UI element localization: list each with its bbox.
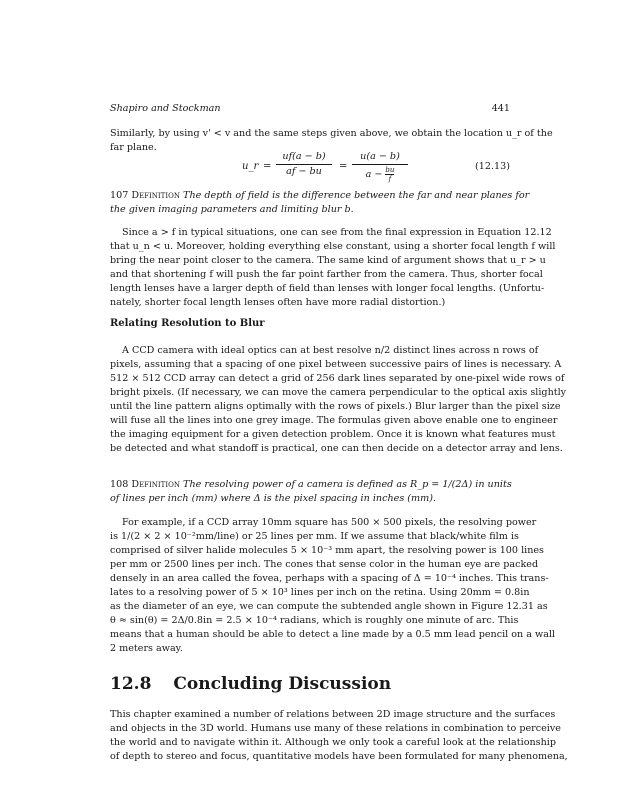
para-ccd-line-3: 512 × 512 CCD array can detect a grid of 256 dark lines separated by one-pixel wide rows of (110, 373, 565, 384)
para-ccd-line-8: be detected and what standoff is practical, one can then decide on a detector array and lens. (110, 443, 563, 454)
para-conclusion-line-2: and objects in the 3D world. Humans use many of these relations in combination to perceive (110, 723, 561, 734)
para-conclusion-line-3: the world and to navigate within it. Although we only took a careful look at the relationship (110, 737, 556, 748)
para-ccd-line-7: the imaging equipment for a given detection problem. Once it is known what features must (110, 429, 556, 440)
section-title: Concluding Discussion (173, 674, 392, 694)
intro-line-1: Similarly, by using v' < v and the same steps given above, we obtain the location u_r of the (110, 128, 553, 139)
para-focal-line-1: Since a > f in typical situations, one can see from the final expression in Equation 12.12 (122, 227, 552, 238)
definition-108-text-1: The resolving power of a camera is defined as R_p = 1/(2Δ) in units (183, 479, 512, 490)
subheading-relating-resolution: Relating Resolution to Blur (110, 318, 265, 329)
definition-107-label: 107 Definition (110, 190, 180, 201)
definition-107-text-1: The depth of field is the difference between the far and near planes for (183, 190, 530, 201)
nested-fraction-numerator: bu (385, 166, 395, 174)
nested-fraction (385, 166, 394, 183)
para-focal-line-2: that u_n < u. Moreover, holding everything else constant, using a shorter focal length f will (110, 241, 556, 252)
para-ccd-line-6: will fuse all the lines into one grey image. The formulas given above enable one to engineer (110, 415, 558, 426)
definition-108-label: 108 Definition (110, 479, 180, 490)
definition-108-line-2: of lines per inch (mm) where Δ is the pixel spacing in inches (mm). (110, 493, 437, 504)
fraction-2-numerator: u(a − b) (352, 151, 408, 165)
para-example-line-8: θ ≈ sin(θ) = 2Δ/0.8in = 2.5 × 10⁻⁴ radians, which is roughly one minute of arc. This (110, 615, 519, 626)
running-header-author: Shapiro and Stockman (110, 103, 221, 114)
definition-107-line-2: the given imaging parameters and limiting blur b. (110, 204, 354, 215)
para-example-line-9: means that a human should be able to detect a line made by a 0.5 mm lead pencil on a wall (110, 629, 556, 640)
equation-lhs: u_r (242, 161, 259, 172)
equation-equals-2: = (339, 161, 348, 172)
para-example-line-5: densely in an area called the fovea, perhaps with a spacing of Δ = 10⁻⁴ inches. This trans- (110, 573, 549, 584)
para-focal-line-5: length lenses have a larger depth of field than lenses with longer focal lengths. (Unfortu- (110, 283, 545, 294)
para-focal-line-4: and that shortening f will push the far point farther from the camera. Thus, shorter focal (110, 269, 543, 280)
para-ccd-line-1: A CCD camera with ideal optics can at best resolve n/2 distinct lines across n rows of (122, 345, 539, 356)
nested-fraction-denominator: f (388, 175, 392, 183)
para-example-line-7: as the diameter of an eye, we can compute the subtended angle shown in Figure 12.31 as (110, 601, 548, 612)
equation-equals-1: = (263, 161, 272, 172)
para-focal-line-6: nately, shorter focal length lenses often have more radial distortion.) (110, 297, 446, 308)
para-conclusion-line-4: of depth to stereo and focus, quantitative models have been formulated for many phenomena, (110, 751, 568, 762)
para-example-line-10: 2 meters away. (110, 643, 183, 654)
para-example-line-4: per mm or 2500 lines per inch. The cones that sense color in the human eye are packed (110, 559, 539, 570)
section-heading (110, 674, 391, 694)
para-example-line-1: For example, if a CCD array 10mm square has 500 × 500 pixels, the resolving power (122, 517, 537, 528)
equation-number: (12.13) (475, 161, 510, 172)
fraction-2-denominator-a: a − (365, 168, 383, 180)
para-example-line-6: lates to a resolving power of 5 × 10³ lines per inch on the retina. Using 20mm = 0.8in (110, 587, 530, 598)
definition-108-line-1 (110, 478, 510, 492)
page-number: 441 (491, 103, 510, 114)
intro-line-2: far plane. (110, 142, 157, 153)
definition-107-line-1 (110, 189, 530, 203)
para-example-line-3: comprised of silver halide molecules 5 × 10⁻³ mm apart, the resolving power is 100 lines (110, 545, 544, 556)
section-number: 12.8 (110, 674, 152, 694)
para-focal-line-3: bring the near point closer to the camera. The same kind of argument shows that u_r > u (110, 255, 546, 266)
para-ccd-line-4: bright pixels. (If necessary, we can move the camera perpendicular to the optical axis slightly (110, 387, 567, 398)
para-ccd-line-2: pixels, assuming that a spacing of one pixel between successive pairs of lines is necessary. A (110, 359, 562, 370)
equation-fraction-1 (276, 151, 332, 178)
fraction-1-numerator: uf(a − b) (276, 151, 332, 165)
para-ccd-line-5: until the line pattern aligns optimally with the rows of pixels.) Blur larger than the pixel size (110, 401, 561, 412)
fraction-1-denominator: af − bu (286, 166, 322, 177)
para-conclusion-line-1: This chapter examined a number of relations between 2D image structure and the surfaces (110, 709, 556, 720)
equation-fraction-2 (352, 151, 408, 183)
para-example-line-2: is 1/(2 × 2 × 10⁻²mm/line) or 25 lines per mm. If we assume that black/white film is (110, 531, 519, 542)
